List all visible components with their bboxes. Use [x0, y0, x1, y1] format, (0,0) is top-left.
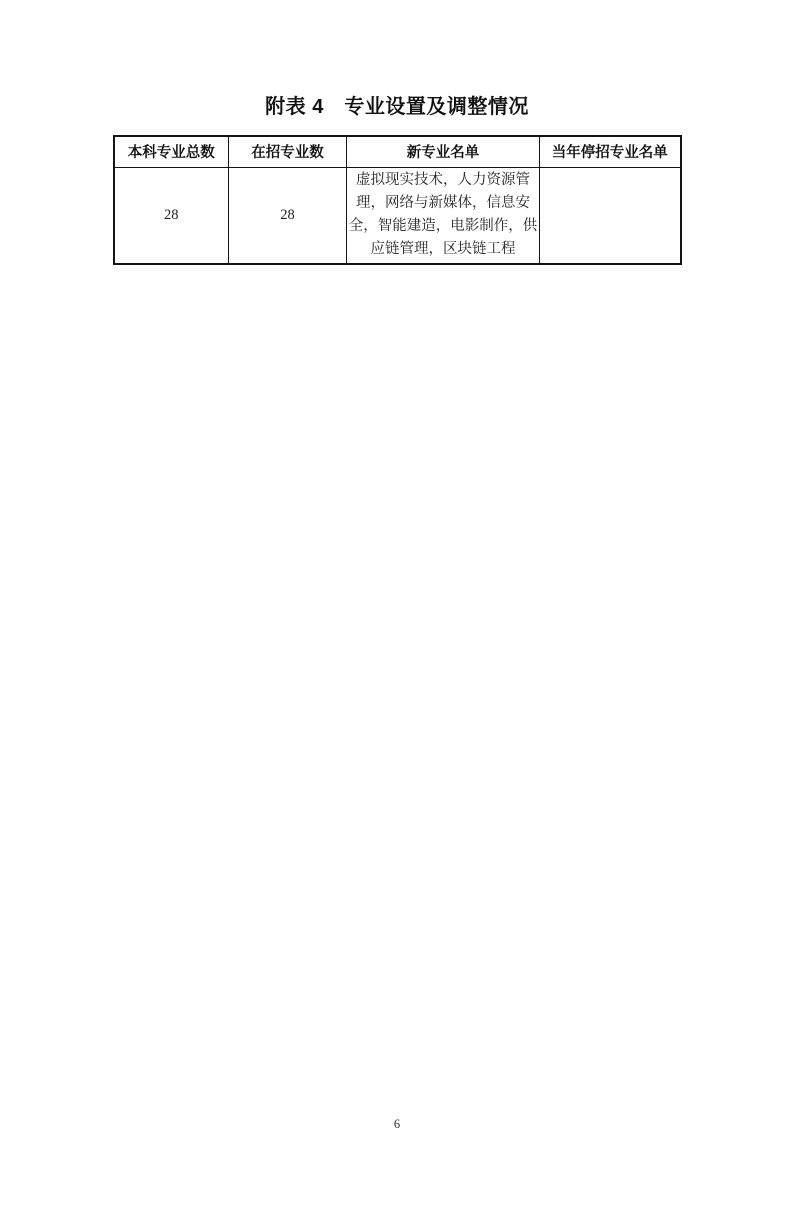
cell-enrolling-majors: 28 — [229, 167, 347, 264]
cell-discontinued-majors — [540, 167, 681, 264]
cell-total-undergrad-majors: 28 — [114, 167, 229, 264]
table-row — [114, 167, 681, 264]
header-total-undergrad-majors: 本科专业总数 — [114, 136, 229, 167]
table-header-row — [114, 136, 681, 167]
page-title: 附表 4 专业设置及调整情况 — [265, 96, 529, 118]
header-enrolling-majors: 在招专业数 — [229, 136, 347, 167]
cell-new-majors: 虚拟现实技术，人力资源管理，网络与新媒体，信息安全，智能建造，电影制作，供应链管理，区块链工程 — [347, 167, 540, 264]
header-new-majors: 新专业名单 — [347, 136, 540, 167]
page-number: 6 — [393, 1117, 401, 1131]
header-discontinued-majors: 当年停招专业名单 — [540, 136, 681, 167]
majors-adjustment-table — [113, 135, 682, 265]
document-page — [0, 94, 794, 1131]
